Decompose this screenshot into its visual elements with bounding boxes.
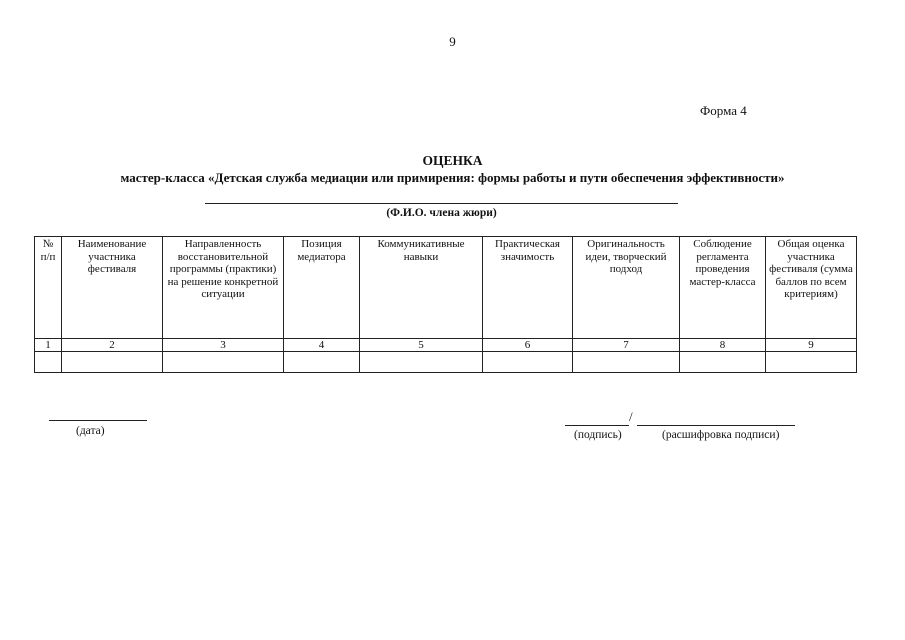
signature-label: (подпись)	[574, 429, 622, 441]
column-number-cell: 4	[284, 339, 360, 352]
column-number-cell: 6	[483, 339, 573, 352]
entry-cell[interactable]	[62, 352, 163, 373]
column-number-cell: 7	[573, 339, 680, 352]
date-label: (дата)	[76, 425, 105, 437]
entry-cell[interactable]	[284, 352, 360, 373]
column-number-cell: 1	[35, 339, 62, 352]
date-line	[49, 420, 147, 421]
header-cell: № п/п	[35, 237, 62, 339]
jury-caption: (Ф.И.О. члена жюри)	[386, 207, 497, 219]
header-cell: Коммуникативные навыки	[360, 237, 483, 339]
column-number-cell: 9	[766, 339, 857, 352]
table-header-row	[35, 237, 857, 339]
column-number-cell: 2	[62, 339, 163, 352]
rating-table	[34, 236, 857, 373]
entry-cell[interactable]	[573, 352, 680, 373]
column-number-cell: 5	[360, 339, 483, 352]
entry-cell[interactable]	[680, 352, 766, 373]
header-cell: Позиция медиатора	[284, 237, 360, 339]
signature-separator: /	[629, 409, 633, 424]
form-label: Форма 4	[700, 103, 747, 118]
entry-cell[interactable]	[163, 352, 284, 373]
column-number-cell: 3	[163, 339, 284, 352]
entry-cell[interactable]	[766, 352, 857, 373]
entry-cell[interactable]	[35, 352, 62, 373]
header-cell: Оригинальность идеи, творческий подход	[573, 237, 680, 339]
signature-decoding-line	[637, 425, 795, 426]
column-number-row	[35, 339, 857, 352]
signature-line	[565, 425, 629, 426]
page-number: 9	[449, 34, 456, 49]
header-cell: Направленность восстановительной программы (практики) на решение конкретной ситуации	[163, 237, 284, 339]
header-cell: Соблюдение регламента проведения мастер-класса	[680, 237, 766, 339]
entry-cell[interactable]	[483, 352, 573, 373]
signature-decoding-label: (расшифровка подписи)	[662, 429, 780, 441]
document-title: ОЦЕНКА	[422, 153, 483, 168]
header-cell: Практическая значимость	[483, 237, 573, 339]
document-subtitle: мастер-класса «Детская служба медиации или примирения: формы работы и пути обеспечения эффективности»	[120, 170, 785, 185]
column-number-cell: 8	[680, 339, 766, 352]
jury-name-line	[205, 203, 678, 204]
header-cell: Общая оценка участника фестиваля (сумма баллов по всем критериям)	[766, 237, 857, 339]
blank-entry-row	[35, 352, 857, 373]
header-cell: Наименование участника фестиваля	[62, 237, 163, 339]
entry-cell[interactable]	[360, 352, 483, 373]
